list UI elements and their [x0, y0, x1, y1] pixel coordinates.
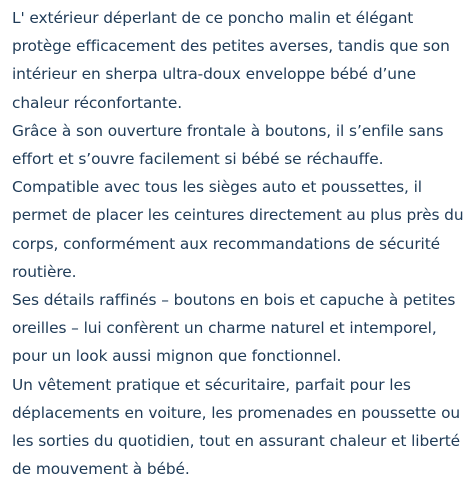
description-paragraph-5: Un vêtement pratique et sécuritaire, parfait pour les déplacements en voiture, les promenades en poussette ou les sorties du quotidien, tout en assurant chaleur et liberté de mouvement à bébé.	[12, 375, 461, 479]
description-paragraph-2: Grâce à son ouverture frontale à boutons, il s’enfile sans effort et s’ouvre facilement si bébé se réchauffe.	[12, 121, 444, 169]
description-paragraph-3: Compatible avec tous les sièges auto et poussettes, il permet de placer les ceintures directement au plus près du corps, conformément aux recommandations de sécurité routière.	[12, 178, 464, 281]
description-paragraph-1: L' extérieur déperlant de ce poncho malin et élégant protège efficacement des petites averses, tandis que son intérieur en sherpa ultra-doux enveloppe bébé d’une chaleur réconfortante.	[12, 9, 450, 112]
description-paragraph-4: Ses détails raffinés – boutons en bois et capuche à petites oreilles – lui confèrent un charme naturel et intemporel, pour un look aussi mignon que fonctionnel.	[12, 291, 456, 366]
product-description	[12, 4, 464, 483]
